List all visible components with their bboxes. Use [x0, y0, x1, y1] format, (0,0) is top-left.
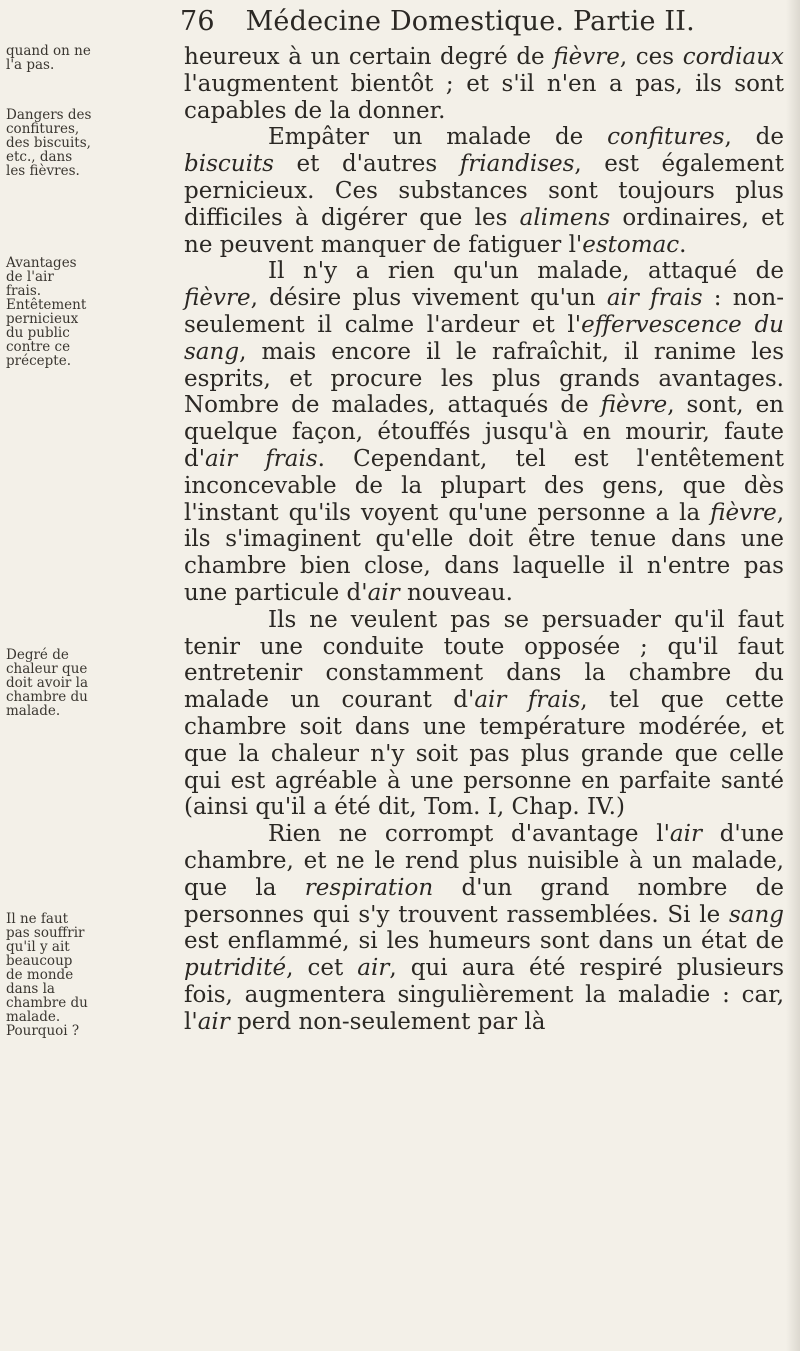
- page-header: [180, 6, 760, 37]
- italic-run: putridité: [184, 955, 287, 982]
- text-run: , mais encore il le rafraîchit, il ranime les esprits, et procure les plus grands avantages. Nombre de malades, attaqués de: [184, 338, 784, 419]
- italic-run: fièvre: [710, 499, 777, 526]
- italic-run: air frais: [606, 285, 703, 312]
- italic-run: confitures: [607, 124, 725, 151]
- text-run: Empâter un malade de: [268, 124, 608, 151]
- margin-note-4: Degré de chaleur que doit avoir la chambre du malade.: [6, 647, 89, 719]
- text-run: heureux à un certain degré de: [184, 44, 554, 70]
- margin-note-5: Il ne faut pas souffrir qu'il y ait beaucoup de monde dans la chambre du malade. Pourquoi ?: [6, 911, 88, 1039]
- italic-run: air: [197, 1008, 230, 1035]
- text-run: , désire plus vivement qu'un: [250, 285, 607, 312]
- text-run: est enflammé, si les humeurs sont dans un état de: [184, 928, 784, 955]
- page-number: 76: [180, 6, 215, 37]
- italic-run: fièvre: [553, 44, 620, 70]
- text-run: . Cependant, tel est l'entêtement inconcevable de la plupart des gens, que dès l'instant qu'ils voyent qu'une personne a la: [184, 445, 784, 526]
- paragraph: [184, 821, 784, 1035]
- italic-run: air frais: [474, 687, 581, 714]
- italic-run: cordiaux: [682, 44, 784, 70]
- paragraph: [184, 607, 784, 821]
- paragraph: [184, 44, 784, 124]
- paragraph: [184, 124, 784, 258]
- text-run: et d'autres: [273, 151, 460, 178]
- text-run: : non-seulement il calme l'ardeur et l': [184, 285, 784, 338]
- italic-run: effervescence du sang: [184, 311, 784, 365]
- text-run: Il n'y a rien qu'un malade, attaqué de: [268, 258, 784, 285]
- text-run: , est également pernicieux. Ces substances sont toujours plus difficiles à digérer que les: [184, 151, 784, 231]
- text-run: Ils ne veulent pas se persuader qu'il faut tenir une conduite toute opposée ; qu'il faut entretenir constamment dans la chambre du malade un courant d': [184, 606, 784, 714]
- text-run: nouveau.: [399, 579, 513, 606]
- text-run: Rien ne corrompt d'avantage l': [268, 821, 670, 848]
- text-run: , cet: [286, 955, 358, 982]
- text-run: ordinaires, et ne peuvent manquer de fatiguer l': [184, 204, 785, 258]
- text-run: , qui aura été respiré plusieurs fois, augmentera singulièrement la maladie : car, l': [184, 955, 784, 1035]
- text-run: , ils s'imaginent qu'elle doit être tenue dans une chambre bien close, dans laquelle il n'entre pas une particule d': [184, 499, 784, 606]
- text-run: l'augmentent bientôt ; et s'il n'en a pas, ils sont capables de la donner.: [184, 70, 784, 124]
- italic-run: estomac: [582, 231, 680, 258]
- italic-run: fièvre: [600, 392, 668, 419]
- italic-run: air: [367, 579, 400, 606]
- running-title: Médecine Domestique. Partie II.: [245, 6, 695, 37]
- italic-run: air frais: [205, 445, 318, 472]
- italic-run: biscuits: [184, 151, 274, 178]
- italic-run: respiration: [304, 874, 434, 901]
- body-text: [184, 44, 784, 1035]
- italic-run: sang: [728, 901, 784, 928]
- text-run: d'un grand nombre de personnes qui s'y trouvent rassemblées. Si le: [184, 874, 784, 928]
- text-run: perd non-seulement par là: [229, 1008, 546, 1035]
- paragraph: [184, 258, 784, 606]
- page-edge-shadow: [786, 0, 800, 1351]
- text-run: , ces: [619, 44, 683, 70]
- italic-run: fièvre: [184, 285, 251, 312]
- margin-note-3: Avantages de l'air frais. Entêtement pernicieux du public contre ce précepte.: [6, 255, 87, 369]
- text-run: , de: [724, 124, 784, 151]
- italic-run: air: [669, 821, 702, 848]
- margin-note-2: Dangers des confitures, des biscuits, etc., dans les fièvres.: [6, 107, 92, 179]
- text-run: , sont, en quelque façon, étouffés jusqu'à en mourir, faute d': [184, 392, 784, 472]
- margin-note-1: quand on ne l'a pas.: [6, 43, 91, 73]
- text-run: , tel que cette chambre soit dans une température modérée, et que la chaleur n'y soit pas plus grande que celle qui est agréable à une personne en parfaite santé (ainsi qu'il a été dit, Tom. I, Chap. IV.): [184, 687, 784, 821]
- text-run: d'une chambre, et ne le rend plus nuisible à un malade, que la: [184, 821, 784, 901]
- italic-run: air: [357, 955, 390, 982]
- text-run: .: [679, 231, 687, 258]
- italic-run: friandises: [459, 151, 575, 178]
- italic-run: alimens: [519, 204, 611, 231]
